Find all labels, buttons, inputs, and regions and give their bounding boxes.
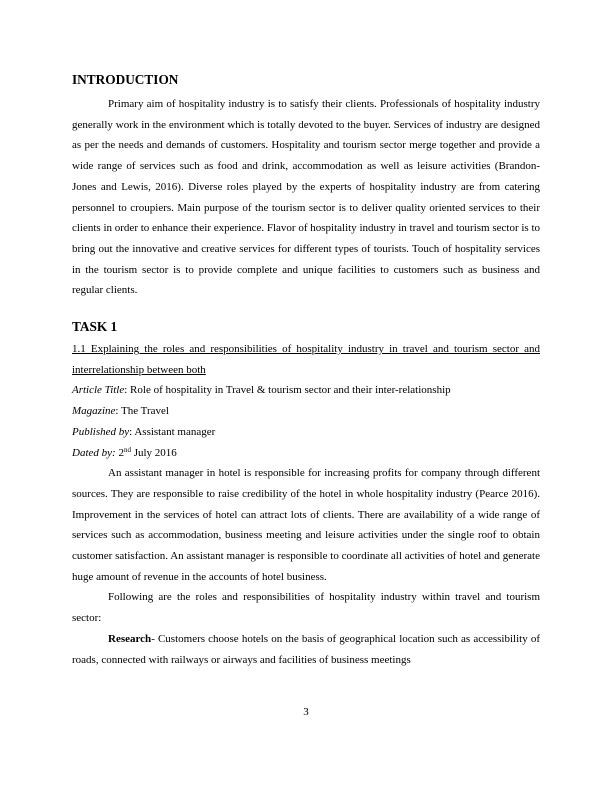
magazine-label: Magazine (72, 405, 116, 418)
article-title-line (72, 380, 540, 401)
research-paragraph (72, 629, 540, 670)
dated-month-year: July 2016 (130, 446, 177, 459)
dated-by-line (72, 443, 540, 464)
introduction-heading: INTRODUCTION (72, 72, 179, 87)
task-1-subheading: 1.1 Explaining the roles and responsibilities of hospitality industry in travel and tourism sector and interrelationship between both (72, 343, 540, 376)
published-by-line (72, 422, 540, 443)
article-title-value: : Role of hospitality in Travel & tourism sector and their inter-relationship (124, 384, 451, 397)
article-title-label: Article Title (72, 384, 125, 397)
dated-by-label: Dated by: (72, 446, 116, 459)
page-number: 3 (303, 706, 309, 718)
page-content (72, 71, 540, 670)
introduction-paragraph: Primary aim of hospitality industry is to satisfy their clients. Professionals of hospitality industry generally work in the environment which is totally devoted to the buyer. Services of industry are designed as per the needs and demands of customers. Hospitality and tourism sector merge together and provide a wide range of services such as food and drink, accommodation as well as leisure activities (Brandon-Jones and Lewis, 2016). Diverse roles played by the experts of hospitality industry are from catering personnel to croupiers. Main purpose of the tourism sector is to deliver quality oriented services to their clients in order to enhance their experience. Flavor of hospitality industry in travel and tourism sector is to bring out the innovative and creative services for different types of tourists. Touch of hospitality services in the tourism sector is to provide complete and unique facilities to customers such as business and regular clients. (72, 98, 540, 297)
magazine-value: : The Travel (115, 405, 169, 418)
published-by-value: : Assistant manager (129, 425, 216, 438)
dated-day: 2 (115, 446, 124, 459)
published-by-label: Published by (72, 425, 130, 438)
magazine-line (72, 401, 540, 422)
roles-intro-paragraph: Following are the roles and responsibilities of hospitality industry within travel and tourism sector: (72, 591, 540, 625)
dated-day-suffix: nd (123, 445, 131, 454)
task-1-heading: TASK 1 (72, 319, 118, 335)
assistant-manager-paragraph: An assistant manager in hotel is responsible for increasing profits for company through different sources. They are responsible to raise credibility of the hotel in whole hospitality industry (Pearce 2016). Improvement in the services of hotel can attract lots of clients. There are availability of a wide range of services such as accommodation, business meeting and leisure activities under the single roof to obtain customer satisfaction. An assistant manager is responsible to coordinate all activities of hotel and generate huge amount of revenue in the accounts of hotel business. (72, 467, 540, 583)
research-label: Research (108, 632, 152, 645)
research-text: - Customers choose hotels on the basis of geographical location such as accessibility of roads, connected with railways or airways and facilities of business meetings (72, 632, 540, 666)
